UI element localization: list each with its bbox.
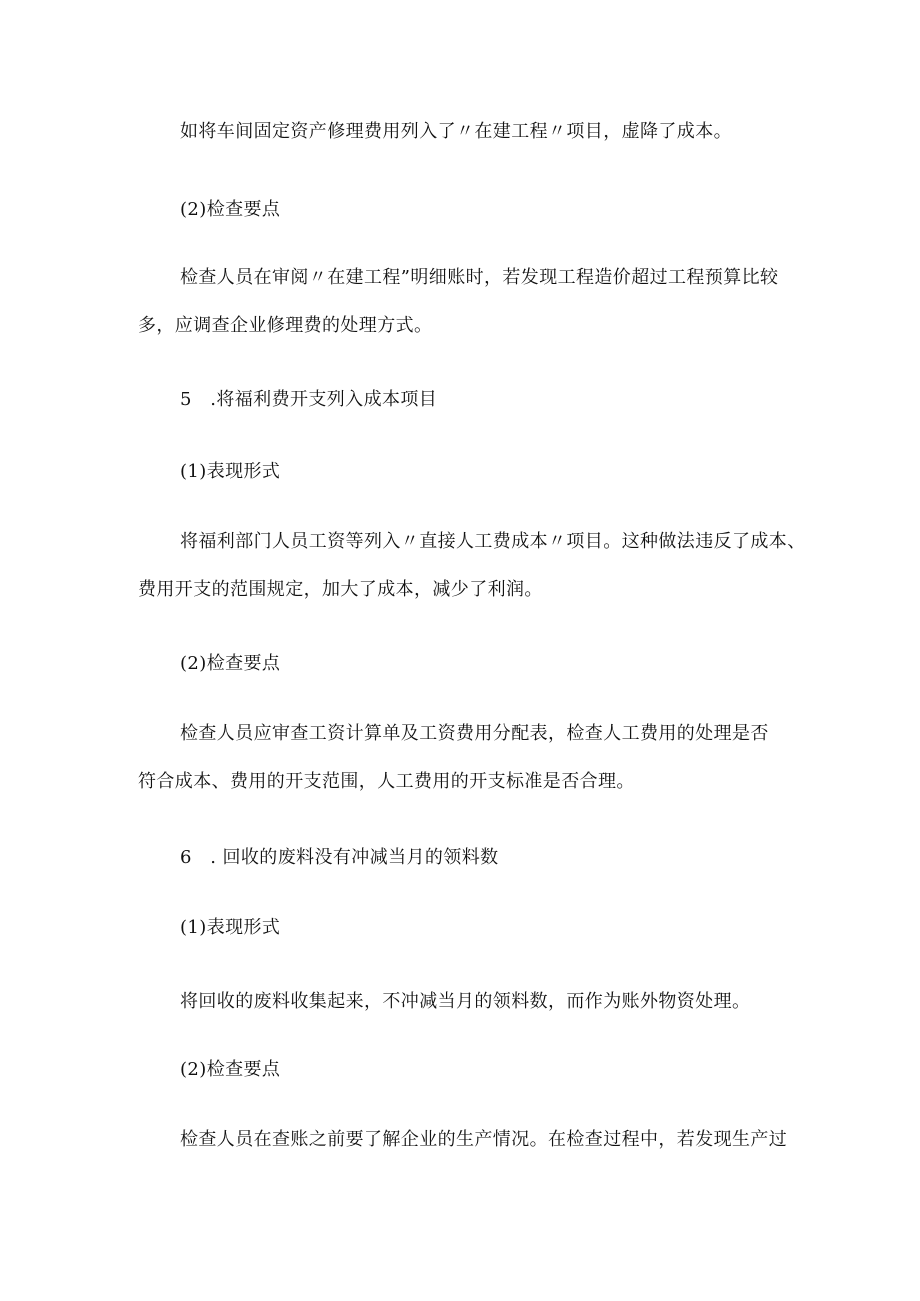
paragraph-welfare-line-2: 费用开支的范围规定，加大了成本，减少了利润。 (138, 579, 543, 600)
paragraph-payroll-line-1: 检查人员应审查工资计算单及工资费用分配表，检查人工费用的处理是否 (180, 723, 769, 744)
paragraph-payroll-line-2: 符合成本、费用的开支范围，人工费用的开支标准是否合理。 (138, 771, 635, 792)
paragraph-production: 检查人员在查账之前要了解企业的生产情况。在检查过程中，若发现生产过 (180, 1129, 788, 1150)
heading-check-points: (2)检查要点 (180, 653, 281, 674)
paragraph-welfare-line-1: 将福利部门人员工资等列入〃直接人工费成本〃项目。这种做法违反了成本、 (180, 531, 806, 552)
section-heading-6: 6 . 回收的废料没有冲减当月的领料数 (180, 847, 499, 868)
paragraph-review-line-2: 多，应调查企业修理费的处理方式。 (138, 315, 433, 336)
section-heading-5: 5 .将福利费开支列入成本项目 (180, 389, 438, 410)
paragraph-scrap: 将回收的废料收集起来，不冲减当月的领料数，而作为账外物资处理。 (180, 991, 751, 1012)
heading-check-points: (2)检查要点 (180, 1059, 281, 1080)
paragraph-repair-cost: 如将车间固定资产修理费用列入了〃在建工程〃项目，虚降了成本。 (180, 121, 732, 142)
paragraph-review-line-1: 检查人员在审阅〃在建工程”明细账时，若发现工程造价超过工程预算比较 (180, 267, 779, 288)
heading-check-points: (2)检查要点 (180, 199, 281, 220)
heading-manifestation: (1)表现形式 (180, 917, 281, 938)
heading-manifestation: (1)表现形式 (180, 461, 281, 482)
